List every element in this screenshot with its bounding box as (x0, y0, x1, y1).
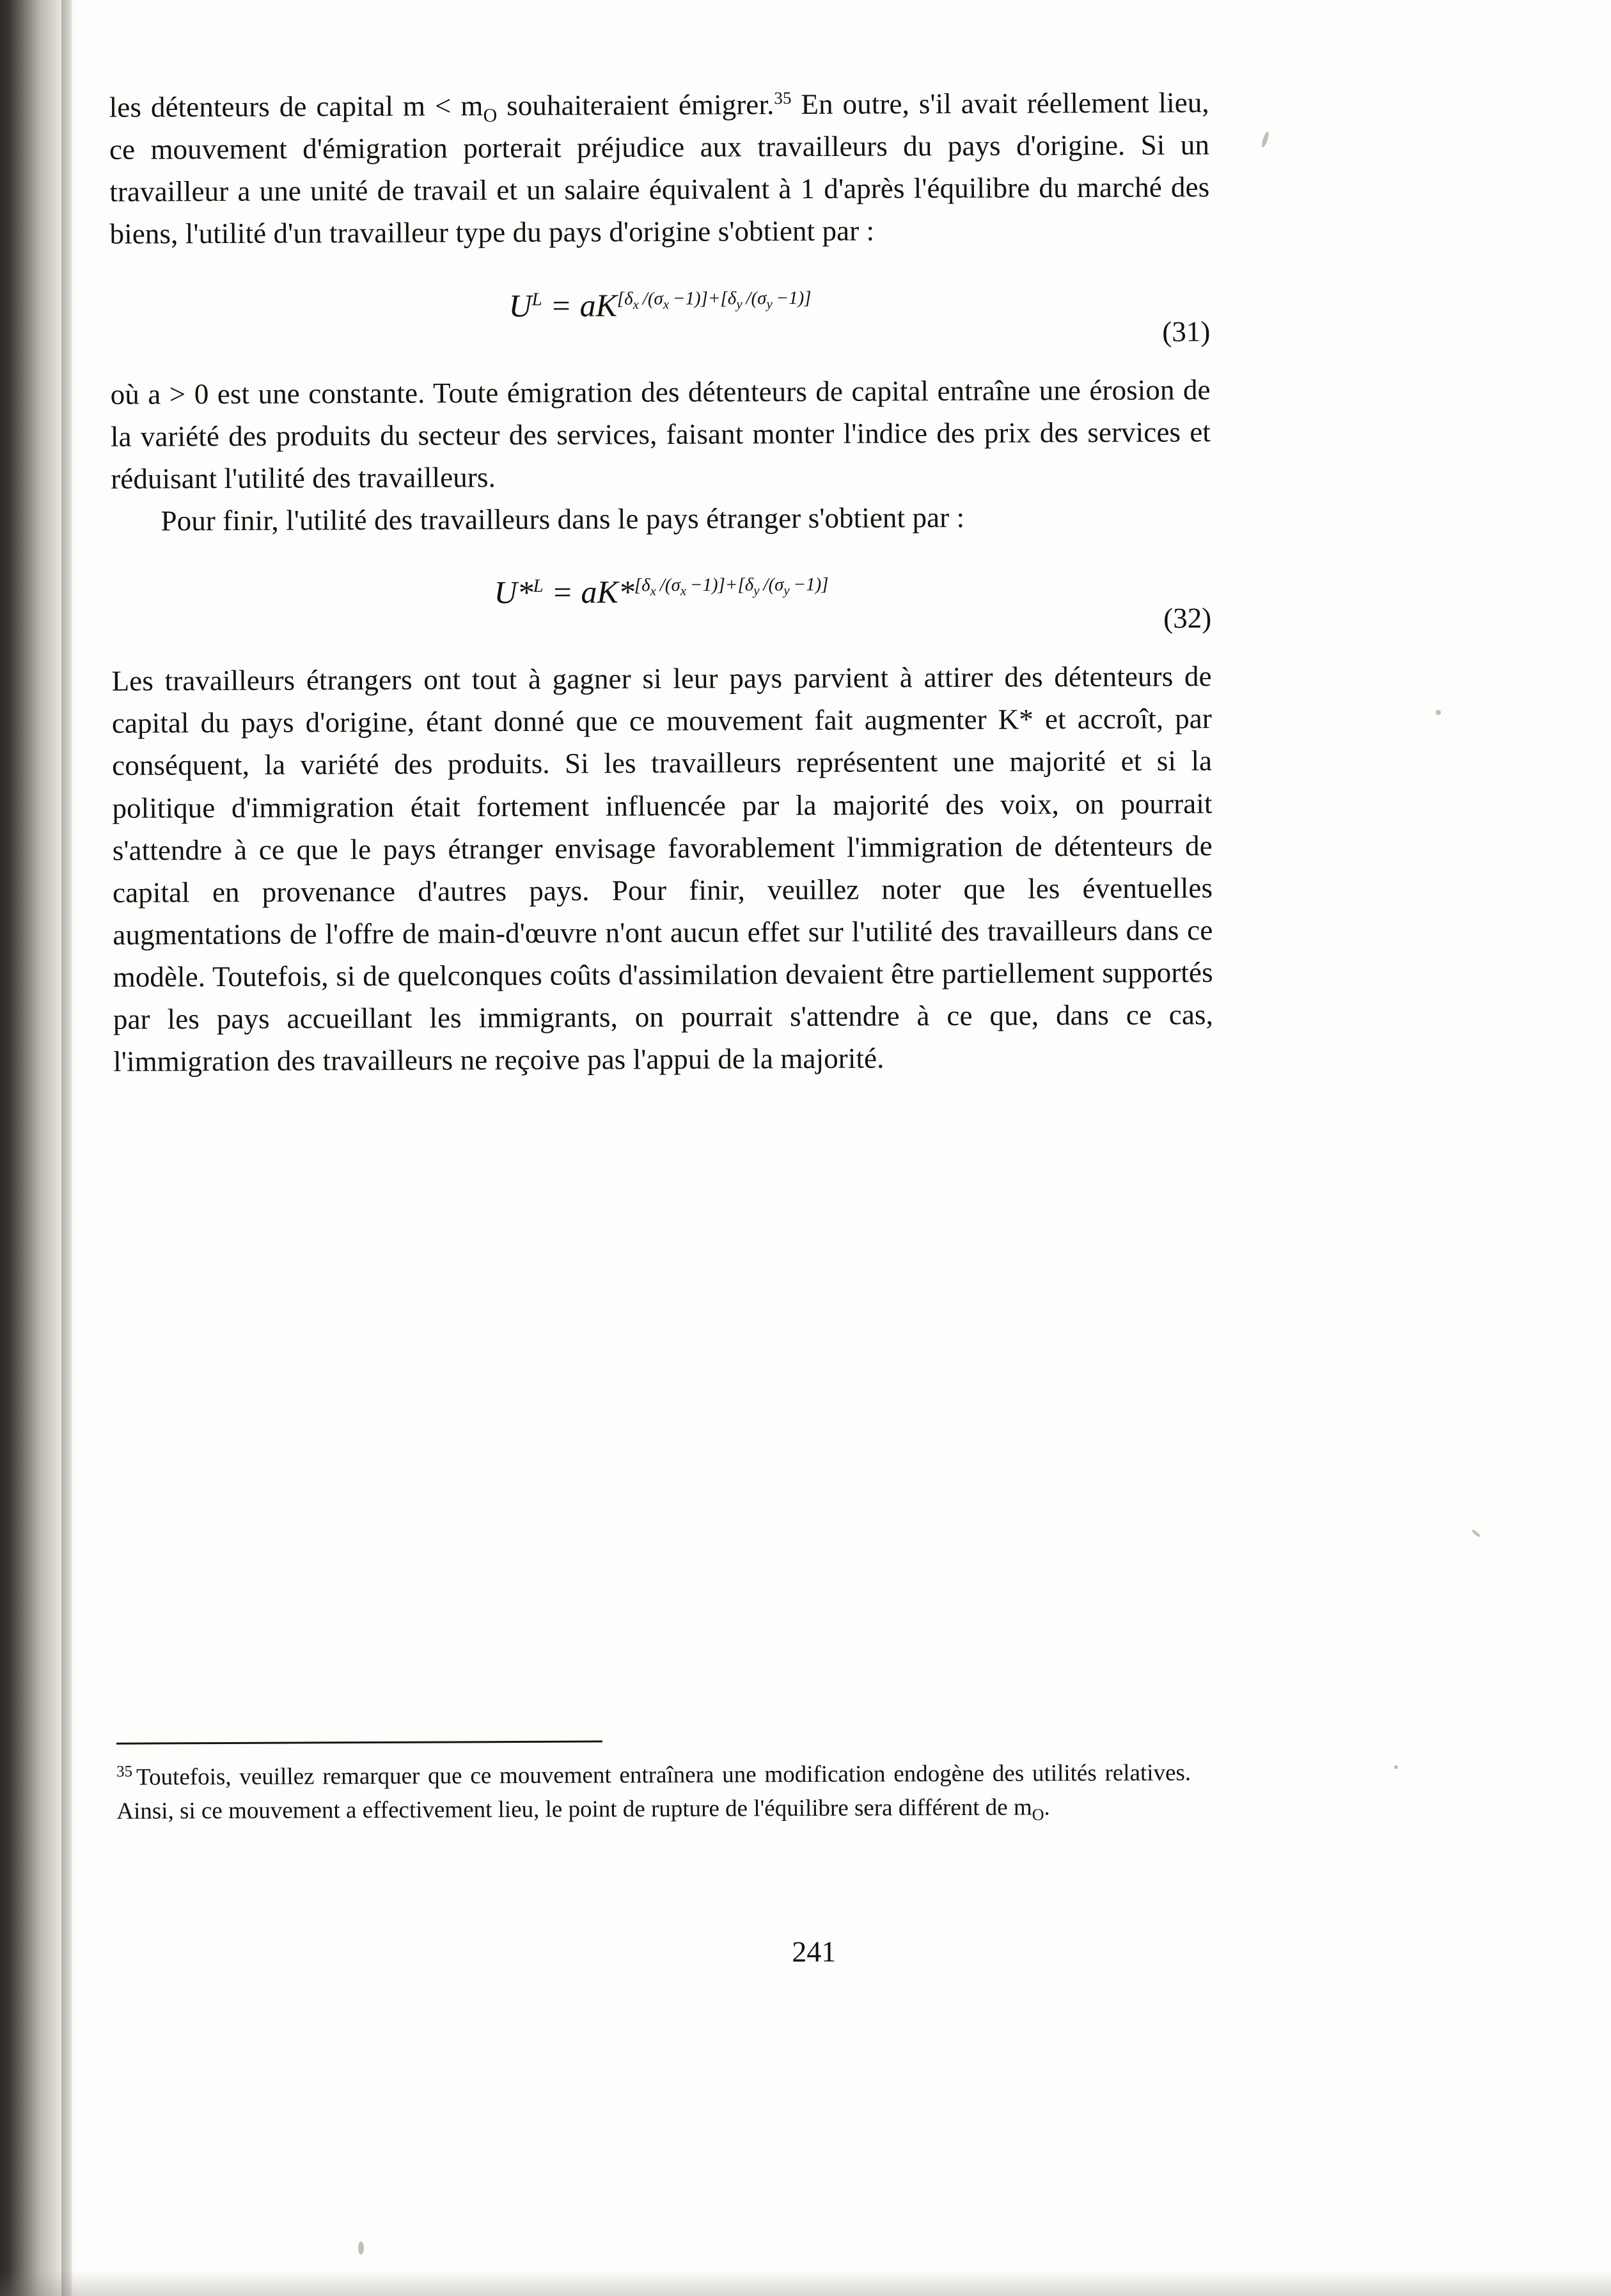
scan-speck (1436, 710, 1441, 715)
scan-speck (1471, 1529, 1481, 1537)
paragraph-1: les détenteurs de capital $m < m_O$ souhaiteraient émigrer.$^{35}$ En outre, s'il avait réellement lieu, ce mouvement d'émigration porterait préjudice aux travailleurs du pays d'origine. Si un travailleur a une unité de travail et un salaire équivalent à 1 d'après l'équilibre du marché des biens, l'utilité d'un travailleur type du pays d'origine s'obtient par : (109, 86, 1210, 251)
footnote-reference-35: 35 (774, 88, 792, 108)
footnote-subscript-o: O (1032, 1805, 1044, 1824)
page-text-column (109, 81, 1214, 1083)
equation-32-body (111, 570, 1211, 613)
scan-speck (358, 2242, 364, 2254)
scan-speck (1394, 1765, 1398, 1769)
page-bottom-shadow (0, 2270, 1611, 2296)
equation-32-lhs: U*$^L$ (494, 574, 544, 611)
page-number: 241 (792, 1935, 837, 1969)
equation-31-rhs: = aK[δx /(σx −1)]+[δy /(σy −1)] (550, 287, 812, 324)
subscript-o: O (483, 105, 498, 127)
footnote-marker: 35 (116, 1763, 133, 1781)
equation-32 (111, 570, 1212, 634)
equation-31 (110, 284, 1211, 348)
scan-speck (1261, 131, 1270, 148)
equation-31-lhs: $U^L$ (508, 287, 542, 324)
equation-32-number: (32) (1163, 602, 1212, 634)
equation-31-number: (31) (1162, 315, 1211, 348)
paragraph-3: Pour finir, l'utilité des travailleurs dans le pays étranger s'obtient par : (161, 501, 965, 537)
footnote-35: $^{35}$ Toutefois, veuillez remarquer que ce mouvement entraînera une modification endogène des utilités relatives. Ainsi, si ce mouvement a effectivement lieu, le point de rupture de l'équilibre sera différent de $m_O$. (116, 1759, 1191, 1825)
footnote-section (116, 1738, 1191, 1828)
equation-31-body (110, 284, 1210, 326)
equation-32-rhs: = aK*[δx /(σx −1)]+[δy /(σy −1)] (551, 574, 829, 610)
paragraph-2: où a > 0 est une constante. Toute émigration des détenteurs de capital entraîne une érosion de la variété des produits du secteur des services, faisant monter l'indice des prix des services et réduisant l'utilité des travailleurs. (110, 373, 1211, 495)
paragraph-4: Les travailleurs étrangers ont tout à gagner si leur pays parvient à attirer des détenteurs de capital du pays d'origine, étant donné que ce mouvement fait augmenter K* et accroît, par conséquent, la variété des produits. Si les travailleurs représentent une majorité et si la politique d'immigration était fortement influencée par la majorité des voix, on pourrait s'attendre à ce que le pays étranger envisage favorablement l'immigration de détenteurs de capital en provenance d'autres pays. Pour finir, veuillez noter que les éventuelles augmentations de l'offre de main-d'œuvre n'ont aucun effet sur l'utilité des travailleurs dans ce modèle. Toutefois, si de quelconques coûts d'assimilation devaient être partiellement supportés par les pays accueillant les immigrants, on pourrait s'attendre à ce que, dans ce cas, l'immigration des travailleurs ne reçoive pas l'appui de la majorité. (111, 660, 1214, 1078)
